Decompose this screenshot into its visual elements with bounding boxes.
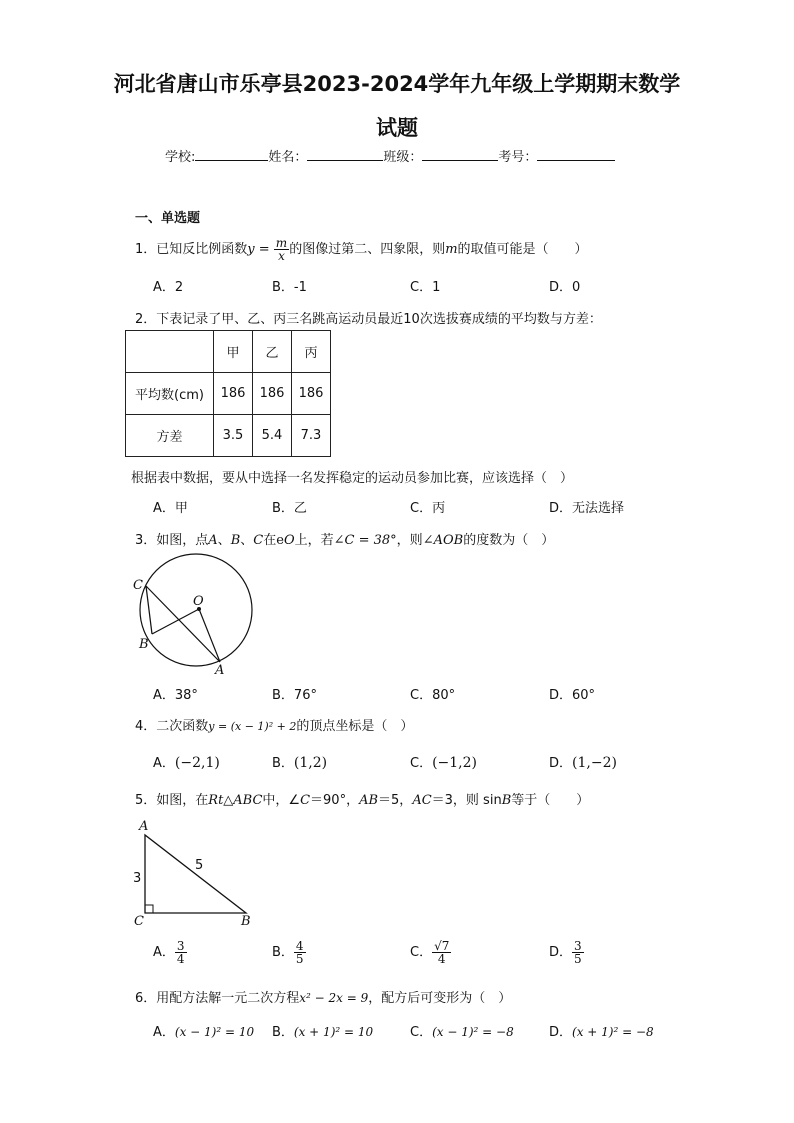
triangle-abc	[145, 835, 246, 913]
q4-option-d[interactable]	[549, 752, 617, 771]
q3-condition: ∠C = 38°	[333, 533, 397, 548]
q5-option-c[interactable]	[410, 940, 451, 965]
table-cell: 186	[214, 373, 253, 415]
q3-center-o: O	[283, 533, 295, 548]
table-cell: 乙	[253, 331, 292, 373]
q5-option-a[interactable]	[153, 940, 187, 965]
q6-option-a[interactable]	[153, 1021, 254, 1040]
q1-option-d[interactable]: D．0	[549, 280, 581, 295]
q5-b: B	[501, 793, 512, 808]
option-fraction	[572, 940, 584, 965]
q5-triangle: Rt△ABC	[208, 793, 263, 808]
q3-option-a[interactable]: A．38°	[153, 688, 198, 703]
q6-p2: ，配方后可变形为（ ）	[368, 991, 512, 1006]
page-title-line1: 河北省唐山市乐亭县2023-2024学年九年级上学期期末数学	[113, 72, 681, 96]
table-row	[126, 373, 331, 415]
segment-oa	[199, 609, 220, 662]
q5-p2: 中，∠	[262, 793, 301, 808]
q4-function: y = (x − 1)² + 2	[208, 720, 297, 733]
frac-num: 3	[574, 939, 582, 953]
q5-option-b[interactable]	[272, 940, 306, 965]
tri-label-a: A	[139, 819, 149, 834]
option-letter: C．	[410, 756, 433, 771]
page-title-line2: 试题	[376, 116, 418, 140]
q5-option-d[interactable]	[549, 940, 584, 965]
q1-func-lhs: y =	[247, 242, 270, 257]
q5-p1: 5．如图，在	[135, 793, 209, 808]
q3-p3: 上，若	[294, 533, 334, 548]
q3-p5: 的度数为（ ）	[463, 533, 555, 548]
q4-option-b[interactable]	[272, 752, 327, 771]
table-cell: 7.3	[292, 415, 331, 457]
name-label: 姓名：	[268, 150, 308, 165]
option-value: (x + 1)² = 10	[293, 1025, 374, 1039]
q6-option-c[interactable]	[410, 1021, 514, 1040]
table-cell: 186	[292, 373, 331, 415]
q2-option-c[interactable]: C．丙	[410, 501, 446, 516]
q1-after: 的取值可能是（ ）	[457, 242, 588, 257]
q3-point-b: B	[230, 533, 241, 548]
q4-p1: 4．二次函数	[135, 719, 209, 734]
q3-sep2: 、	[240, 533, 254, 548]
option-letter: D．	[549, 756, 573, 771]
option-letter: C．	[410, 945, 433, 960]
exam-no-label: 考号：	[498, 150, 538, 165]
q2-option-b[interactable]: B．乙	[272, 501, 307, 516]
table-cell: 丙	[292, 331, 331, 373]
table-cell: 甲	[214, 331, 253, 373]
table-row	[126, 415, 331, 457]
q1-frac-den: x	[278, 249, 285, 263]
option-letter: B．	[272, 1025, 294, 1040]
q2-follow: 根据表中数据，要从中选择一名发挥稳定的运动员参加比赛，应该选择（ ）	[131, 471, 574, 486]
option-fraction	[294, 940, 306, 965]
table-cell	[126, 331, 214, 373]
class-label: 班级：	[383, 150, 423, 165]
q3-p2: 在	[263, 533, 277, 548]
q1-middle: 的图像过第二、四象限，则	[289, 242, 446, 257]
tri-side-ab: 5	[195, 858, 204, 873]
q5-p5: ＝3，则 sin	[431, 793, 502, 808]
option-letter: A．	[153, 756, 175, 771]
table-cell: 5.4	[253, 415, 292, 457]
option-value: (1,−2)	[572, 755, 617, 771]
option-letter: A．	[153, 945, 175, 960]
tri-label-c: C	[134, 914, 144, 929]
question-3	[135, 529, 554, 548]
q1-option-c[interactable]: C．1	[410, 280, 441, 295]
option-letter: D．	[549, 1025, 573, 1040]
tri-label-b: B	[241, 914, 251, 929]
frac-den: 5	[574, 952, 582, 966]
option-value: (−2,1)	[174, 755, 220, 771]
section-heading: 一、单选题	[135, 211, 201, 226]
label-b: B	[139, 637, 149, 652]
question-2: 2．下表记录了甲、乙、丙三名跳高运动员最近10次选拔赛成绩的平均数与方差：	[135, 312, 602, 327]
option-letter: C．	[410, 1025, 433, 1040]
q3-option-b[interactable]: B．76°	[272, 688, 317, 703]
label-a: A	[215, 663, 225, 678]
frac-den: 5	[295, 952, 304, 966]
option-value: (x − 1)² = −8	[432, 1025, 514, 1039]
question-6	[135, 987, 511, 1006]
circle-figure	[128, 548, 258, 678]
label-o: O	[193, 594, 204, 609]
option-letter: B．	[272, 756, 294, 771]
q5-ac: AC	[412, 793, 432, 808]
question-4	[135, 715, 413, 734]
q2-option-d[interactable]: D．无法选择	[549, 501, 625, 516]
frac-den: 4	[437, 952, 446, 966]
class-blank[interactable]	[422, 148, 498, 161]
table-cell: 186	[253, 373, 292, 415]
q4-p2: 的顶点坐标是（ ）	[296, 719, 414, 734]
table-cell: 3.5	[214, 415, 253, 457]
q3-point-c: C	[253, 533, 264, 548]
question-5	[135, 789, 589, 808]
frac-num: 3	[176, 939, 185, 953]
q5-p3: ＝90°，	[310, 793, 360, 808]
q3-sep1: 、	[217, 533, 231, 548]
frac-den: 4	[176, 952, 185, 966]
tri-side-ac: 3	[133, 871, 142, 886]
q6-p1: 6．用配方法解一元二次方程	[135, 991, 300, 1006]
school-label: 学校:	[165, 150, 196, 165]
q5-p4: ＝5，	[378, 793, 413, 808]
option-value: (1,2)	[293, 755, 328, 771]
option-value: (x − 1)² = 10	[174, 1025, 255, 1039]
scores-table	[125, 330, 331, 457]
option-fraction	[432, 940, 451, 965]
option-letter: D．	[549, 945, 573, 960]
q5-ab: AB	[359, 793, 379, 808]
q1-option-a[interactable]: A．2	[153, 280, 184, 295]
q1-var: m	[445, 242, 458, 257]
frac-num: 4	[295, 939, 304, 953]
q5-c: C	[300, 793, 311, 808]
option-value: (x + 1)² = −8	[572, 1025, 654, 1039]
q6-option-d[interactable]	[549, 1021, 654, 1040]
right-angle-mark	[145, 905, 153, 913]
label-c: C	[133, 578, 143, 593]
q4-option-a[interactable]	[153, 752, 220, 771]
q6-equation: x² − 2x = 9	[299, 991, 369, 1005]
option-letter: B．	[272, 945, 294, 960]
q3-p4: ，则	[396, 533, 423, 548]
q3-point-a: A	[208, 533, 218, 548]
frac-num: √7	[434, 939, 450, 953]
q1-fraction	[274, 237, 289, 262]
name-blank[interactable]	[307, 148, 383, 161]
segment-cb	[146, 586, 152, 634]
q2-option-a[interactable]: A．甲	[153, 501, 188, 516]
table-cell: 方差	[126, 415, 214, 457]
q3-option-d[interactable]: D．60°	[549, 688, 596, 703]
q3-p1: 3．如图，点	[135, 533, 209, 548]
option-letter: A．	[153, 1025, 175, 1040]
q4-option-c[interactable]	[410, 752, 477, 771]
student-info-row	[165, 146, 615, 165]
q1-before: 1．已知反比例函数	[135, 242, 248, 257]
q1-frac-num: m	[275, 236, 288, 250]
table-cell: 平均数(cm)	[126, 373, 214, 415]
question-1	[135, 237, 588, 262]
q1-option-b[interactable]: B．-1	[272, 280, 307, 295]
segment-bo	[152, 609, 199, 634]
option-fraction	[175, 940, 187, 965]
q3-target: ∠AOB	[422, 533, 464, 548]
exam-no-blank[interactable]	[537, 148, 615, 161]
q6-option-b[interactable]	[272, 1021, 373, 1040]
q3-option-c[interactable]: C．80°	[410, 688, 456, 703]
option-value: (−1,2)	[432, 755, 477, 771]
table-row	[126, 331, 331, 373]
school-blank[interactable]	[195, 148, 268, 161]
q5-p6: 等于（ ）	[511, 793, 590, 808]
q3-circle-symbol: e	[276, 533, 284, 548]
